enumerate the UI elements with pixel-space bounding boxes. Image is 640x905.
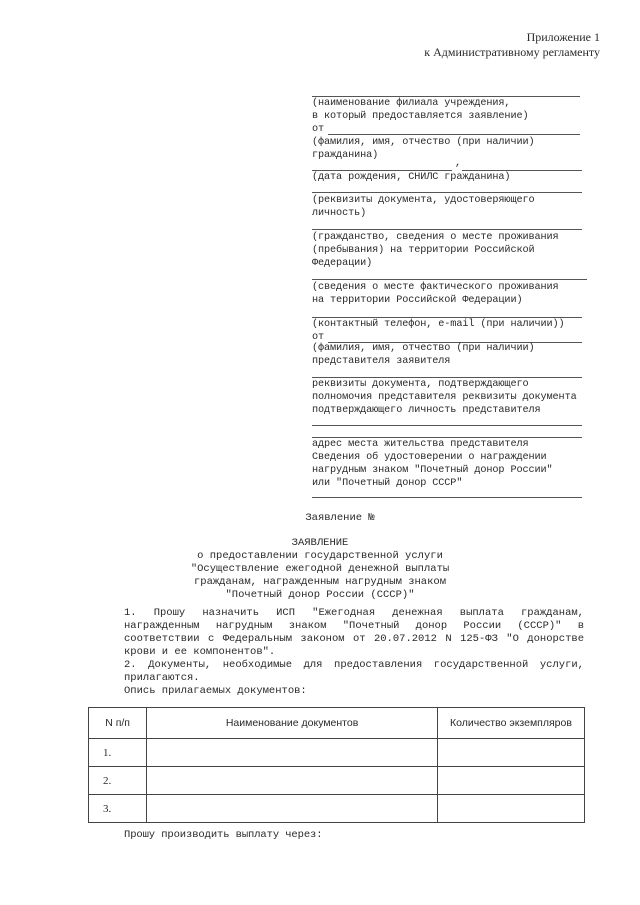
rep-from-label: от (312, 332, 325, 343)
statement-subtitle-4: "Почетный донор России (СССР)" (225, 589, 415, 601)
fio-caption-1: (фамилия, имя, отчество (при наличии) (312, 137, 535, 148)
col-header-name: Наименование документов (147, 708, 438, 739)
actual-residence-line[interactable] (312, 279, 587, 280)
dob-line[interactable] (312, 170, 452, 171)
rep-fio-caption-2: представителя заявителя (312, 356, 451, 367)
certificate-line[interactable] (312, 497, 582, 498)
rep-doc-line[interactable] (312, 377, 582, 378)
id-doc-caption-2: личность) (312, 208, 367, 219)
paragraph-2 (88, 659, 584, 685)
rep-doc-caption-2: полномочия представителя реквизиты документа (312, 392, 577, 403)
residence-caption-2: (пребывания) на территории Российской (312, 245, 535, 256)
branch-caption-2: в который предоставляется заявление) (312, 111, 529, 122)
rep-addr-caption-4: или "Почетный донор СССР" (312, 478, 463, 489)
id-doc-caption-1: (реквизиты документа, удостоверяющего (312, 195, 535, 206)
rep-doc-caption-3: подтверждающего личность представителя (312, 405, 541, 416)
table-row (89, 739, 585, 767)
id-doc-line[interactable] (312, 192, 582, 193)
fio-caption-2: гражданина) (312, 150, 379, 161)
documents-table (88, 707, 585, 823)
row-document-name[interactable] (147, 795, 438, 823)
paragraph-1-text: 1. Прошу назначить ИСП "Ежегодная денежная выплата гражданам, награжденным нагрудным знаком "Почетный донор России (СССР)" в соответствии с Федеральным законом от 20.07.2012 N 125-ФЗ "О донорстве крови и ее компонентов". (124, 607, 584, 658)
row-document-count[interactable] (437, 739, 584, 767)
contact-caption: (контактный телефон, e-mail (при наличии)) (312, 319, 565, 330)
branch-line[interactable] (312, 96, 580, 97)
snils-line[interactable] (462, 170, 582, 171)
dob-snils-caption: (дата рождения, СНИЛС гражданина) (312, 172, 511, 183)
rep-doc-caption-1: реквизиты документа, подтверждающего (312, 379, 529, 390)
table-row (89, 767, 585, 795)
row-number: 1. (89, 739, 147, 767)
residence-line[interactable] (312, 229, 582, 230)
actual-caption-2: на территории Российской Федерации) (312, 295, 523, 306)
row-document-name[interactable] (147, 739, 438, 767)
payment-method-label: Прошу производить выплату через: (124, 829, 323, 841)
annex-line-2: к Административному регламенту (424, 45, 600, 59)
row-number: 2. (89, 767, 147, 795)
dob-comma: , (455, 158, 462, 169)
paragraph-3-text: Опись прилагаемых документов: (124, 685, 307, 697)
from-label: от (312, 124, 325, 135)
paragraph-1 (88, 607, 584, 659)
contact-line[interactable] (312, 317, 582, 318)
row-document-count[interactable] (437, 767, 584, 795)
row-document-name[interactable] (147, 767, 438, 795)
paragraph-2-text: 2. Документы, необходимые для предоставления государственной услуги, прилагаются. (124, 659, 584, 684)
statement-number: Заявление № (305, 512, 375, 524)
statement-subtitle-2: "Осуществление ежегодной денежной выплаты (190, 563, 450, 575)
residence-caption-3: Федерации) (312, 258, 373, 269)
table-row (89, 795, 585, 823)
statement-title: ЗАЯВЛЕНИЕ (291, 537, 349, 549)
annex-line-1: Приложение 1 (526, 30, 600, 44)
rep-fio-caption-1: (фамилия, имя, отчество (при наличии) (312, 343, 535, 354)
rep-addr-line-1[interactable] (312, 425, 582, 426)
row-number: 3. (89, 795, 147, 823)
col-header-count: Количество экземпляров (437, 708, 584, 739)
statement-subtitle-3: гражданам, награжденным нагрудным знаком (193, 576, 447, 588)
rep-addr-line-2[interactable] (312, 437, 582, 438)
branch-caption-1: (наименование филиала учреждения, (312, 98, 511, 109)
table-header-row (89, 708, 585, 739)
statement-subtitle-1: о предоставлении государственной услуги (197, 550, 443, 562)
row-document-count[interactable] (437, 795, 584, 823)
rep-addr-caption-3: нагрудным знаком "Почетный донор России" (312, 465, 553, 476)
residence-caption-1: (гражданство, сведения о месте проживания (312, 232, 559, 243)
col-header-number: N п/п (89, 708, 147, 739)
applicant-fio-line[interactable] (328, 134, 580, 135)
rep-addr-caption-1: адрес места жительства представителя (312, 439, 529, 450)
rep-addr-caption-2: Сведения об удостоверении о награждении (312, 452, 547, 463)
paragraph-3 (88, 685, 584, 698)
actual-caption-1: (сведения о месте фактического проживания (312, 282, 559, 293)
